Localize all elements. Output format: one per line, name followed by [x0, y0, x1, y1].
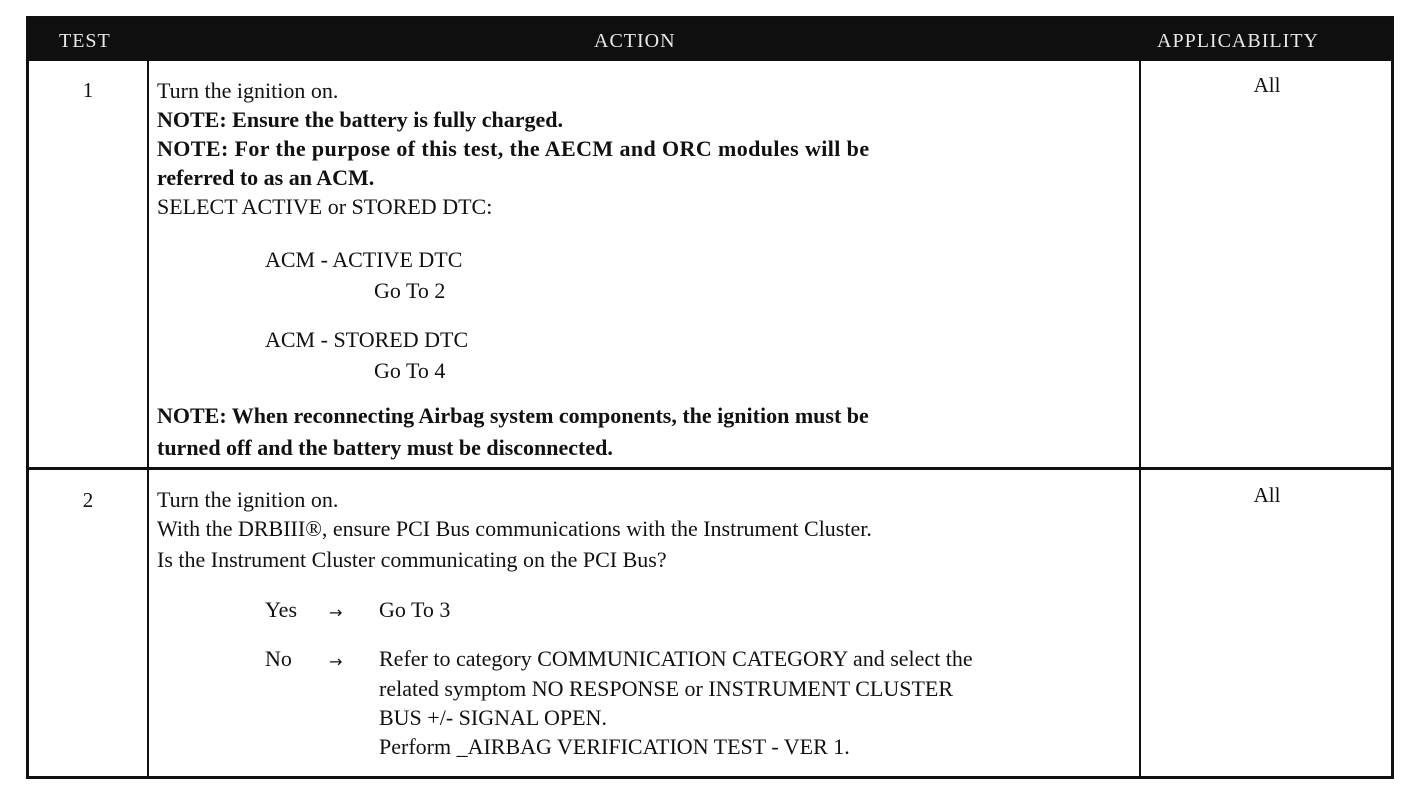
- action-text: Is the Instrument Cluster communicating on the PCI Bus?: [157, 547, 667, 572]
- answer-yes-label: Yes: [265, 597, 298, 622]
- note-text: NOTE: When reconnecting Airbag system components, the ignition must be: [157, 403, 869, 428]
- header-applicability: APPLICABILITY: [1157, 30, 1319, 52]
- test-number: 2: [82, 488, 94, 512]
- table-header: [29, 19, 1391, 61]
- action-text: With the DRBIII®, ensure PCI Bus communications with the Instrument Cluster.: [157, 516, 872, 541]
- option-label: ACM - ACTIVE DTC: [265, 247, 463, 272]
- answer-no-text: BUS +/- SIGNAL OPEN.: [379, 705, 607, 730]
- action-text: Turn the ignition on.: [157, 78, 339, 103]
- note-text: NOTE: Ensure the battery is fully charged.: [157, 107, 563, 132]
- answer-no-label: No: [265, 646, 292, 671]
- action-text: Turn the ignition on.: [157, 487, 339, 512]
- note-text: turned off and the battery must be disconnected.: [157, 435, 613, 460]
- goto-text: Go To 4: [374, 358, 446, 383]
- answer-no-text: Refer to category COMMUNICATION CATEGORY and select the: [379, 646, 973, 671]
- arrow-right-icon: →: [329, 603, 343, 622]
- test-number: 1: [82, 78, 94, 102]
- applicability-value: All: [1253, 483, 1281, 507]
- answer-no-text: related symptom NO RESPONSE or INSTRUMENT CLUSTER: [379, 676, 954, 701]
- column-divider: [147, 61, 149, 776]
- action-text: SELECT ACTIVE or STORED DTC:: [157, 194, 493, 219]
- note-text: NOTE: For the purpose of this test, the AECM and ORC modules will be: [157, 136, 870, 161]
- header-test: TEST: [59, 30, 111, 52]
- answer-no-text: Perform _AIRBAG VERIFICATION TEST - VER 1.: [379, 734, 850, 759]
- header-action: ACTION: [594, 30, 676, 52]
- column-divider: [1139, 61, 1141, 776]
- row-divider: [29, 467, 1391, 470]
- goto-text: Go To 2: [374, 278, 446, 303]
- goto-text: Go To 3: [379, 597, 451, 622]
- applicability-value: All: [1253, 73, 1281, 97]
- test-table: [26, 16, 1394, 779]
- arrow-right-icon: →: [329, 652, 343, 671]
- note-text: referred to as an ACM.: [157, 165, 375, 190]
- option-label: ACM - STORED DTC: [265, 327, 469, 352]
